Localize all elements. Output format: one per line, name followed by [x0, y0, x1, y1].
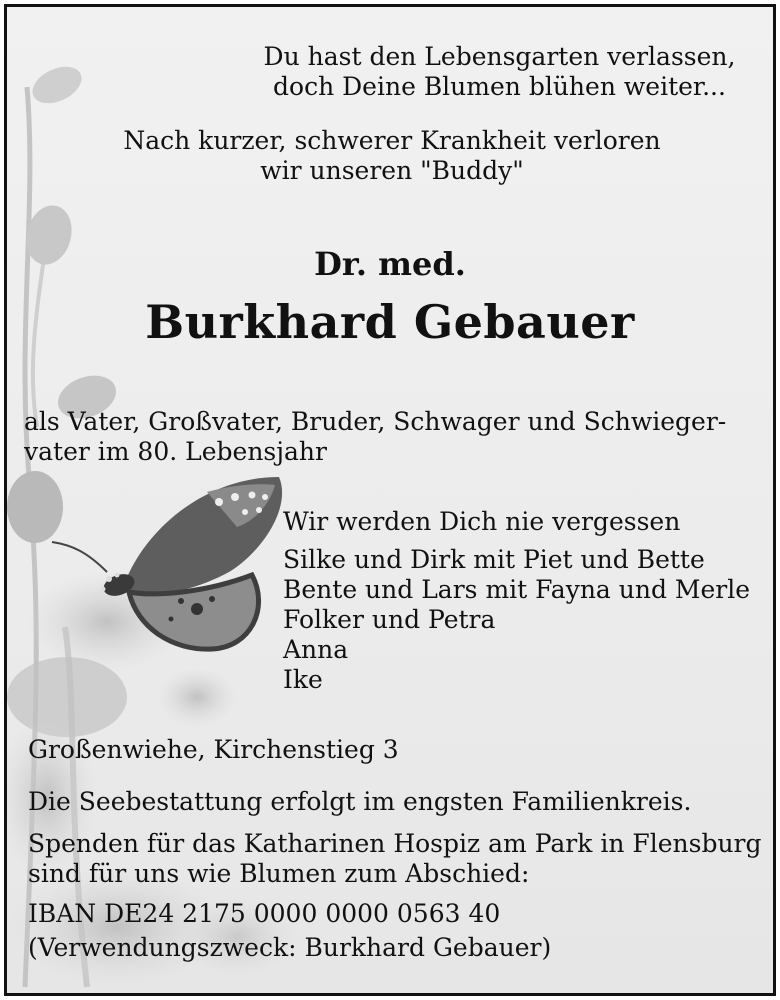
- iban: IBAN DE24 2175 0000 0000 0563 40: [28, 899, 501, 928]
- donation-line-2: sind für uns wie Blumen zum Abschied:: [28, 859, 530, 888]
- relation-line-2: vater im 80. Lebensjahr: [24, 437, 327, 466]
- mourner-name: Bente und Lars mit Fayna und Merle: [283, 575, 751, 604]
- flower-bud: [7, 471, 63, 543]
- intro-line-1: Nach kurzer, schwerer Krankheit verloren: [123, 126, 661, 155]
- intro-line-2: wir unseren "Buddy": [260, 156, 524, 185]
- mourners-intro: Wir werden Dich nie vergessen: [283, 507, 681, 536]
- burial-note: Die Seebestattung erfolgt im engsten Familienkreis.: [28, 787, 692, 816]
- donation-reference: (Verwendungszweck: Burkhard Gebauer): [28, 933, 552, 962]
- mourner-name: Folker und Petra: [283, 605, 496, 634]
- quote-line-1: Du hast den Lebensgarten verlassen,: [263, 42, 736, 71]
- quote-line-2: doch Deine Blumen blühen weiter...: [273, 72, 726, 101]
- deceased-name: Burkhard Gebauer: [145, 295, 635, 349]
- mourner-name: Ike: [283, 665, 323, 694]
- donation-line-1: Spenden für das Katharinen Hospiz am Park in Flensburg: [28, 829, 762, 858]
- mourner-name: Silke und Dirk mit Piet und Bette: [283, 545, 705, 574]
- relation-line-1: als Vater, Großvater, Bruder, Schwager und Schwieger-: [24, 407, 727, 436]
- mourner-name: Anna: [283, 635, 349, 664]
- address: Großenwiehe, Kirchenstieg 3: [28, 735, 399, 764]
- deceased-title: Dr. med.: [314, 245, 466, 283]
- obituary-card: [4, 4, 776, 996]
